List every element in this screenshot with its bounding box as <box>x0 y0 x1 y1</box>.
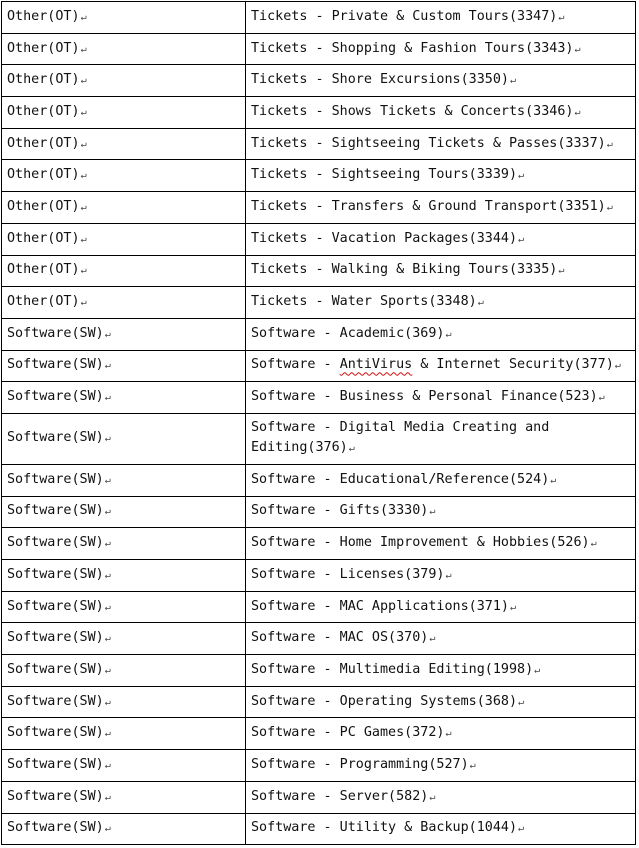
category-cell[interactable] <box>2 781 246 813</box>
paragraph-mark-icon: ↵ <box>509 601 517 613</box>
subcategory-text: Software - Gifts(3330) <box>251 503 429 519</box>
category-cell[interactable] <box>2 655 246 687</box>
subcategory-text: Tickets - Shore Excursions(3350) <box>251 72 509 88</box>
subcategory-cell[interactable] <box>246 160 636 192</box>
table-row <box>2 350 636 382</box>
category-cell[interactable] <box>2 350 246 382</box>
paragraph-mark-icon: ↵ <box>429 633 436 645</box>
paragraph-mark-icon: ↵ <box>80 297 87 309</box>
paragraph-mark-icon: ↵ <box>429 506 436 518</box>
category-text: Software(SW) <box>7 471 104 487</box>
subcategory-cell[interactable] <box>246 382 636 414</box>
table-row <box>2 560 636 592</box>
paragraph-mark-icon: ↵ <box>518 696 525 708</box>
subcategory-text: Software - Business & Personal Finance(523) <box>251 389 598 405</box>
paragraph-mark-icon: ↵ <box>80 75 87 87</box>
table-row <box>2 223 636 255</box>
paragraph-mark-icon: ↵ <box>606 201 613 213</box>
paragraph-mark-icon: ↵ <box>518 823 525 835</box>
subcategory-cell[interactable] <box>246 560 636 592</box>
category-cell[interactable] <box>2 464 246 496</box>
subcategory-text: Software - Server(582) <box>251 788 429 804</box>
subcategory-cell[interactable] <box>246 623 636 655</box>
category-text: Other(OT) <box>7 8 80 24</box>
subcategory-text: Software - MAC OS(370) <box>251 630 429 646</box>
paragraph-mark-icon: ↵ <box>104 392 111 404</box>
category-cell[interactable] <box>2 255 246 287</box>
category-text: Other(OT) <box>7 135 80 151</box>
category-text: Software(SW) <box>7 566 104 582</box>
category-cell[interactable] <box>2 2 246 34</box>
category-text: Software(SW) <box>7 725 104 741</box>
paragraph-mark-icon: ↵ <box>104 728 111 740</box>
paragraph-mark-icon: ↵ <box>80 106 87 118</box>
table-row <box>2 2 636 34</box>
table-row <box>2 192 636 224</box>
category-cell[interactable] <box>2 750 246 782</box>
category-cell[interactable] <box>2 33 246 65</box>
paragraph-mark-icon: ↵ <box>518 233 525 245</box>
subcategory-text: Software - Home Improvement & Hobbies(526) <box>251 535 590 551</box>
subcategory-cell[interactable] <box>246 591 636 623</box>
paragraph-mark-icon: ↵ <box>574 106 581 118</box>
category-text: Software(SW) <box>7 756 104 772</box>
paragraph-mark-icon: ↵ <box>558 265 565 277</box>
paragraph-mark-icon: ↵ <box>80 43 87 55</box>
paragraph-mark-icon: ↵ <box>80 170 87 182</box>
category-cell[interactable] <box>2 686 246 718</box>
category-cell[interactable] <box>2 65 246 97</box>
subcategory-text: Tickets - Private & Custom Tours(3347) <box>251 8 558 24</box>
category-text: Software(SW) <box>7 788 104 804</box>
subcategory-text: Tickets - Sightseeing Tickets & Passes(3337) <box>251 135 606 151</box>
subcategory-cell[interactable] <box>246 813 636 845</box>
subcategory-text: Software - Operating Systems(368) <box>251 693 518 709</box>
subcategory-text: Software - PC Games(372) <box>251 725 445 741</box>
subcategory-text: Software - <box>251 357 340 373</box>
paragraph-mark-icon: ↵ <box>104 601 111 613</box>
table-row <box>2 413 636 464</box>
table-row <box>2 287 636 319</box>
paragraph-mark-icon: ↵ <box>104 328 111 340</box>
subcategory-cell[interactable] <box>246 65 636 97</box>
paragraph-mark-icon: ↵ <box>104 823 111 835</box>
paragraph-mark-icon: ↵ <box>429 791 436 803</box>
paragraph-mark-icon: ↵ <box>104 569 111 581</box>
category-cell[interactable] <box>2 223 246 255</box>
paragraph-mark-icon: ↵ <box>104 506 111 518</box>
category-cell[interactable] <box>2 160 246 192</box>
paragraph-mark-icon: ↵ <box>104 433 111 445</box>
table-row <box>2 128 636 160</box>
table-row <box>2 318 636 350</box>
category-cell[interactable] <box>2 813 246 845</box>
subcategory-text: Tickets - Water Sports(3348) <box>251 294 477 310</box>
subcategory-cell[interactable] <box>246 528 636 560</box>
subcategory-cell[interactable] <box>246 350 636 382</box>
paragraph-mark-icon: ↵ <box>445 728 452 740</box>
table-row <box>2 65 636 97</box>
paragraph-mark-icon: ↵ <box>104 759 111 771</box>
table-row <box>2 97 636 129</box>
subcategory-cell[interactable] <box>246 496 636 528</box>
category-text: Software(SW) <box>7 630 104 646</box>
paragraph-mark-icon: ↵ <box>104 696 111 708</box>
subcategory-cell[interactable] <box>246 718 636 750</box>
category-cell[interactable] <box>2 97 246 129</box>
paragraph-mark-icon: ↵ <box>104 664 111 676</box>
paragraph-mark-icon: ↵ <box>104 474 111 486</box>
subcategory-text: Software - Programming(527) <box>251 756 469 772</box>
paragraph-mark-icon: ↵ <box>574 43 581 55</box>
subcategory-cell[interactable] <box>246 33 636 65</box>
subcategory-text: Software - Digital Media Creating and Editing(376) <box>251 420 550 456</box>
paragraph-mark-icon: ↵ <box>80 265 87 277</box>
category-text: Other(OT) <box>7 167 80 183</box>
paragraph-mark-icon: ↵ <box>104 633 111 645</box>
table-row <box>2 33 636 65</box>
table-row <box>2 623 636 655</box>
category-text: Software(SW) <box>7 598 104 614</box>
category-cell[interactable] <box>2 192 246 224</box>
category-text: Software(SW) <box>7 661 104 677</box>
subcategory-cell[interactable] <box>246 686 636 718</box>
category-text: Software(SW) <box>7 389 104 405</box>
subcategory-cell[interactable] <box>246 750 636 782</box>
subcategory-cell[interactable] <box>246 192 636 224</box>
table-row <box>2 813 636 845</box>
paragraph-mark-icon: ↵ <box>534 664 541 676</box>
paragraph-mark-icon: ↵ <box>445 569 452 581</box>
table-row <box>2 255 636 287</box>
paragraph-mark-icon: ↵ <box>104 538 111 550</box>
category-text: Software(SW) <box>7 693 104 709</box>
category-cell[interactable] <box>2 318 246 350</box>
category-text: Software(SW) <box>7 325 104 341</box>
category-text: Other(OT) <box>7 198 80 214</box>
subcategory-text: Software - Licenses(379) <box>251 566 445 582</box>
paragraph-mark-icon: ↵ <box>558 11 565 23</box>
subcategory-text: Software - MAC Applications(371) <box>251 598 509 614</box>
subcategory-text: Tickets - Shopping & Fashion Tours(3343) <box>251 40 574 56</box>
subcategory-text: Tickets - Transfers & Ground Transport(3351) <box>251 198 606 214</box>
category-cell[interactable] <box>2 528 246 560</box>
subcategory-cell[interactable] <box>246 413 636 464</box>
category-text: Software(SW) <box>7 357 104 373</box>
category-cell[interactable] <box>2 718 246 750</box>
subcategory-text: & Internet Security(377) <box>412 357 614 373</box>
category-cell[interactable] <box>2 287 246 319</box>
table-row <box>2 718 636 750</box>
subcategory-cell[interactable] <box>246 464 636 496</box>
subcategory-cell[interactable] <box>246 781 636 813</box>
category-cell[interactable] <box>2 128 246 160</box>
category-text: Software(SW) <box>7 430 104 446</box>
category-text: Software(SW) <box>7 820 104 836</box>
paragraph-mark-icon: ↵ <box>590 538 597 550</box>
table-row <box>2 591 636 623</box>
table-row <box>2 382 636 414</box>
subcategory-cell[interactable] <box>246 318 636 350</box>
category-table <box>1 1 636 845</box>
paragraph-mark-icon: ↵ <box>104 791 111 803</box>
category-text: Software(SW) <box>7 503 104 519</box>
paragraph-mark-icon: ↵ <box>509 75 517 87</box>
category-text: Other(OT) <box>7 294 80 310</box>
paragraph-mark-icon: ↵ <box>598 392 605 404</box>
subcategory-text: Tickets - Vacation Packages(3344) <box>251 230 518 246</box>
paragraph-mark-icon: ↵ <box>606 138 613 150</box>
table-row <box>2 655 636 687</box>
category-text: Other(OT) <box>7 103 80 119</box>
category-cell[interactable] <box>2 413 246 464</box>
category-cell[interactable] <box>2 623 246 655</box>
paragraph-mark-icon: ↵ <box>104 360 111 372</box>
paragraph-mark-icon: ↵ <box>614 360 621 372</box>
table-body <box>2 2 636 845</box>
subcategory-text: Software - Utility & Backup(1044) <box>251 820 518 836</box>
spellcheck-flagged-word: AntiVirus <box>339 357 413 373</box>
subcategory-text: Tickets - Shows Tickets & Concerts(3346) <box>251 103 574 119</box>
category-text: Software(SW) <box>7 535 104 551</box>
paragraph-mark-icon: ↵ <box>348 443 355 455</box>
category-text: Other(OT) <box>7 72 80 88</box>
subcategory-text: Software - Academic(369) <box>251 325 445 341</box>
table-row <box>2 160 636 192</box>
table-row <box>2 750 636 782</box>
paragraph-mark-icon: ↵ <box>550 474 557 486</box>
paragraph-mark-icon: ↵ <box>80 233 87 245</box>
paragraph-mark-icon: ↵ <box>477 297 484 309</box>
subcategory-cell[interactable] <box>246 223 636 255</box>
subcategory-cell[interactable] <box>246 655 636 687</box>
subcategory-text: Software - Educational/Reference(524) <box>251 471 550 487</box>
table-row <box>2 496 636 528</box>
subcategory-text: Tickets - Walking & Biking Tours(3335) <box>251 262 558 278</box>
category-cell[interactable] <box>2 591 246 623</box>
paragraph-mark-icon: ↵ <box>469 759 476 771</box>
table-row <box>2 686 636 718</box>
subcategory-text: Software - Multimedia Editing(1998) <box>251 661 534 677</box>
table-row <box>2 528 636 560</box>
table-row <box>2 464 636 496</box>
category-text: Other(OT) <box>7 230 80 246</box>
subcategory-cell[interactable] <box>246 255 636 287</box>
category-cell[interactable] <box>2 382 246 414</box>
paragraph-mark-icon: ↵ <box>80 138 87 150</box>
paragraph-mark-icon: ↵ <box>80 201 87 213</box>
category-text: Other(OT) <box>7 262 80 278</box>
subcategory-cell[interactable] <box>246 97 636 129</box>
paragraph-mark-icon: ↵ <box>445 328 452 340</box>
subcategory-cell[interactable] <box>246 2 636 34</box>
subcategory-cell[interactable] <box>246 287 636 319</box>
category-cell[interactable] <box>2 560 246 592</box>
category-text: Other(OT) <box>7 40 80 56</box>
paragraph-mark-icon: ↵ <box>518 170 525 182</box>
paragraph-mark-icon: ↵ <box>80 11 87 23</box>
table-row <box>2 781 636 813</box>
subcategory-text: Tickets - Sightseeing Tours(3339) <box>251 167 518 183</box>
category-cell[interactable] <box>2 496 246 528</box>
subcategory-cell[interactable] <box>246 128 636 160</box>
